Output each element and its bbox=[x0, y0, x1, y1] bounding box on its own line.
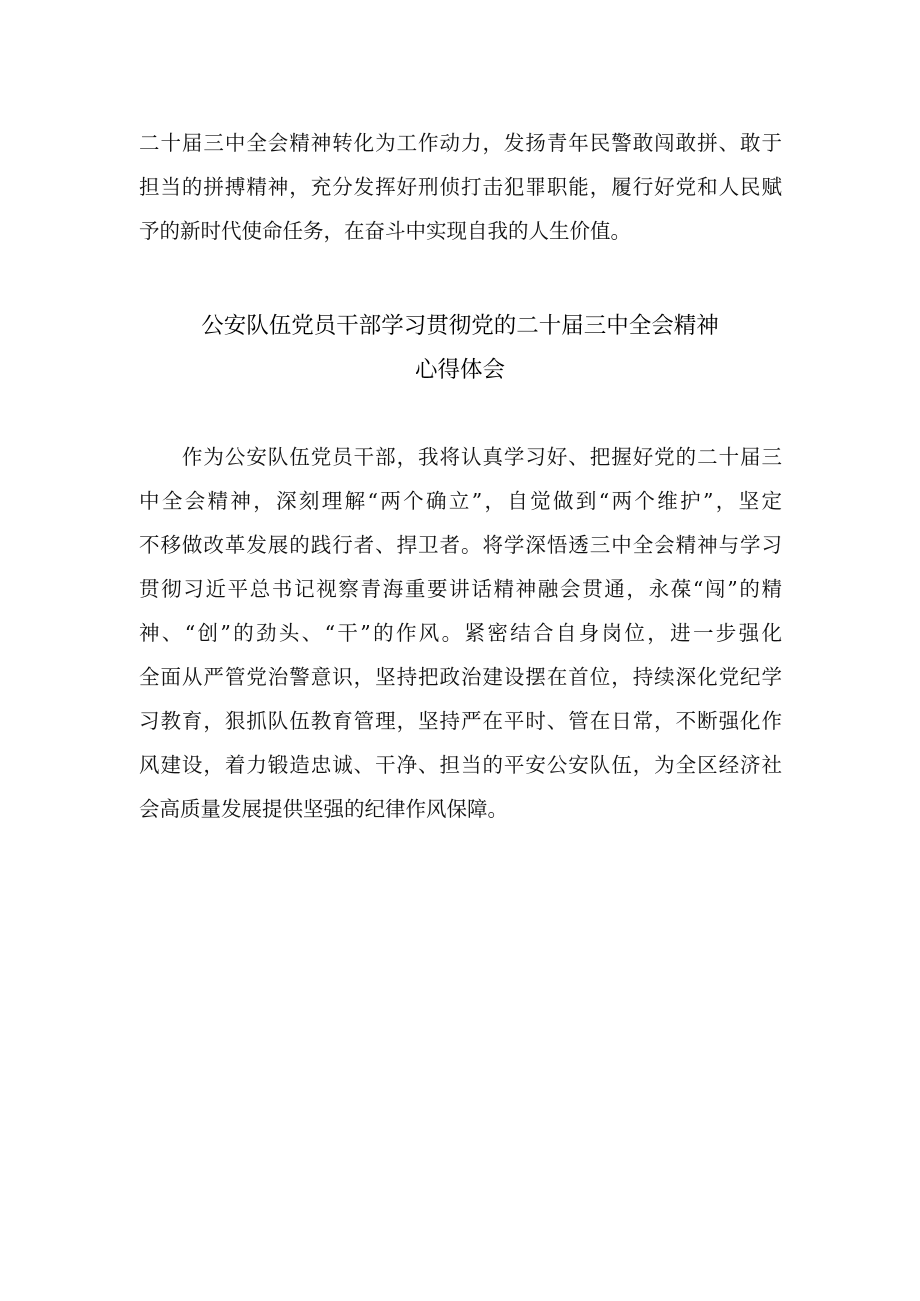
paragraph-line: 予的新时代使命任务，在奋斗中实现自我的人生价值。 bbox=[139, 219, 631, 243]
paragraph-line: 二十届三中全会精神转化为工作动力，发扬青年民警敢闯敢拼、敢于 bbox=[139, 131, 782, 155]
paragraph-line: 习教育，狠抓队伍教育管理，坚持严在平时、管在日常，不断强化作 bbox=[139, 709, 782, 733]
paragraph-line: 会高质量发展提供坚强的纪律作风保障。 bbox=[139, 797, 508, 821]
paragraph-line: 风建设，着力锻造忠诚、干净、担当的平安公安队伍，为全区经济社 bbox=[139, 753, 782, 777]
article-title-line-1: 公安队伍党员干部学习贯彻党的二十届三中全会精神 bbox=[201, 313, 719, 339]
paragraph-line: 作为公安队伍党员干部，我将认真学习好、把握好党的二十届三 bbox=[139, 445, 782, 469]
paragraph-line: 贯彻习近平总书记视察青海重要讲话精神融会贯通，永葆“闯”的精 bbox=[139, 577, 782, 601]
article-title-line-2: 心得体会 bbox=[414, 357, 505, 383]
continued-paragraph bbox=[139, 121, 782, 253]
paragraph-line: 不移做改革发展的践行者、捍卫者。将学深悟透三中全会精神与学习 bbox=[139, 533, 782, 557]
body-paragraph bbox=[139, 435, 782, 831]
paragraph-line: 神、“创”的劲头、“干”的作风。紧密结合自身岗位，进一步强化 bbox=[139, 621, 782, 645]
paragraph-line: 中全会精神，深刻理解“两个确立”，自觉做到“两个维护”，坚定 bbox=[139, 489, 782, 513]
paragraph-line: 担当的拼搏精神，充分发挥好刑侦打击犯罪职能，履行好党和人民赋 bbox=[139, 175, 782, 199]
paragraph-line: 全面从严管党治警意识，坚持把政治建设摆在首位，持续深化党纪学 bbox=[139, 665, 782, 689]
